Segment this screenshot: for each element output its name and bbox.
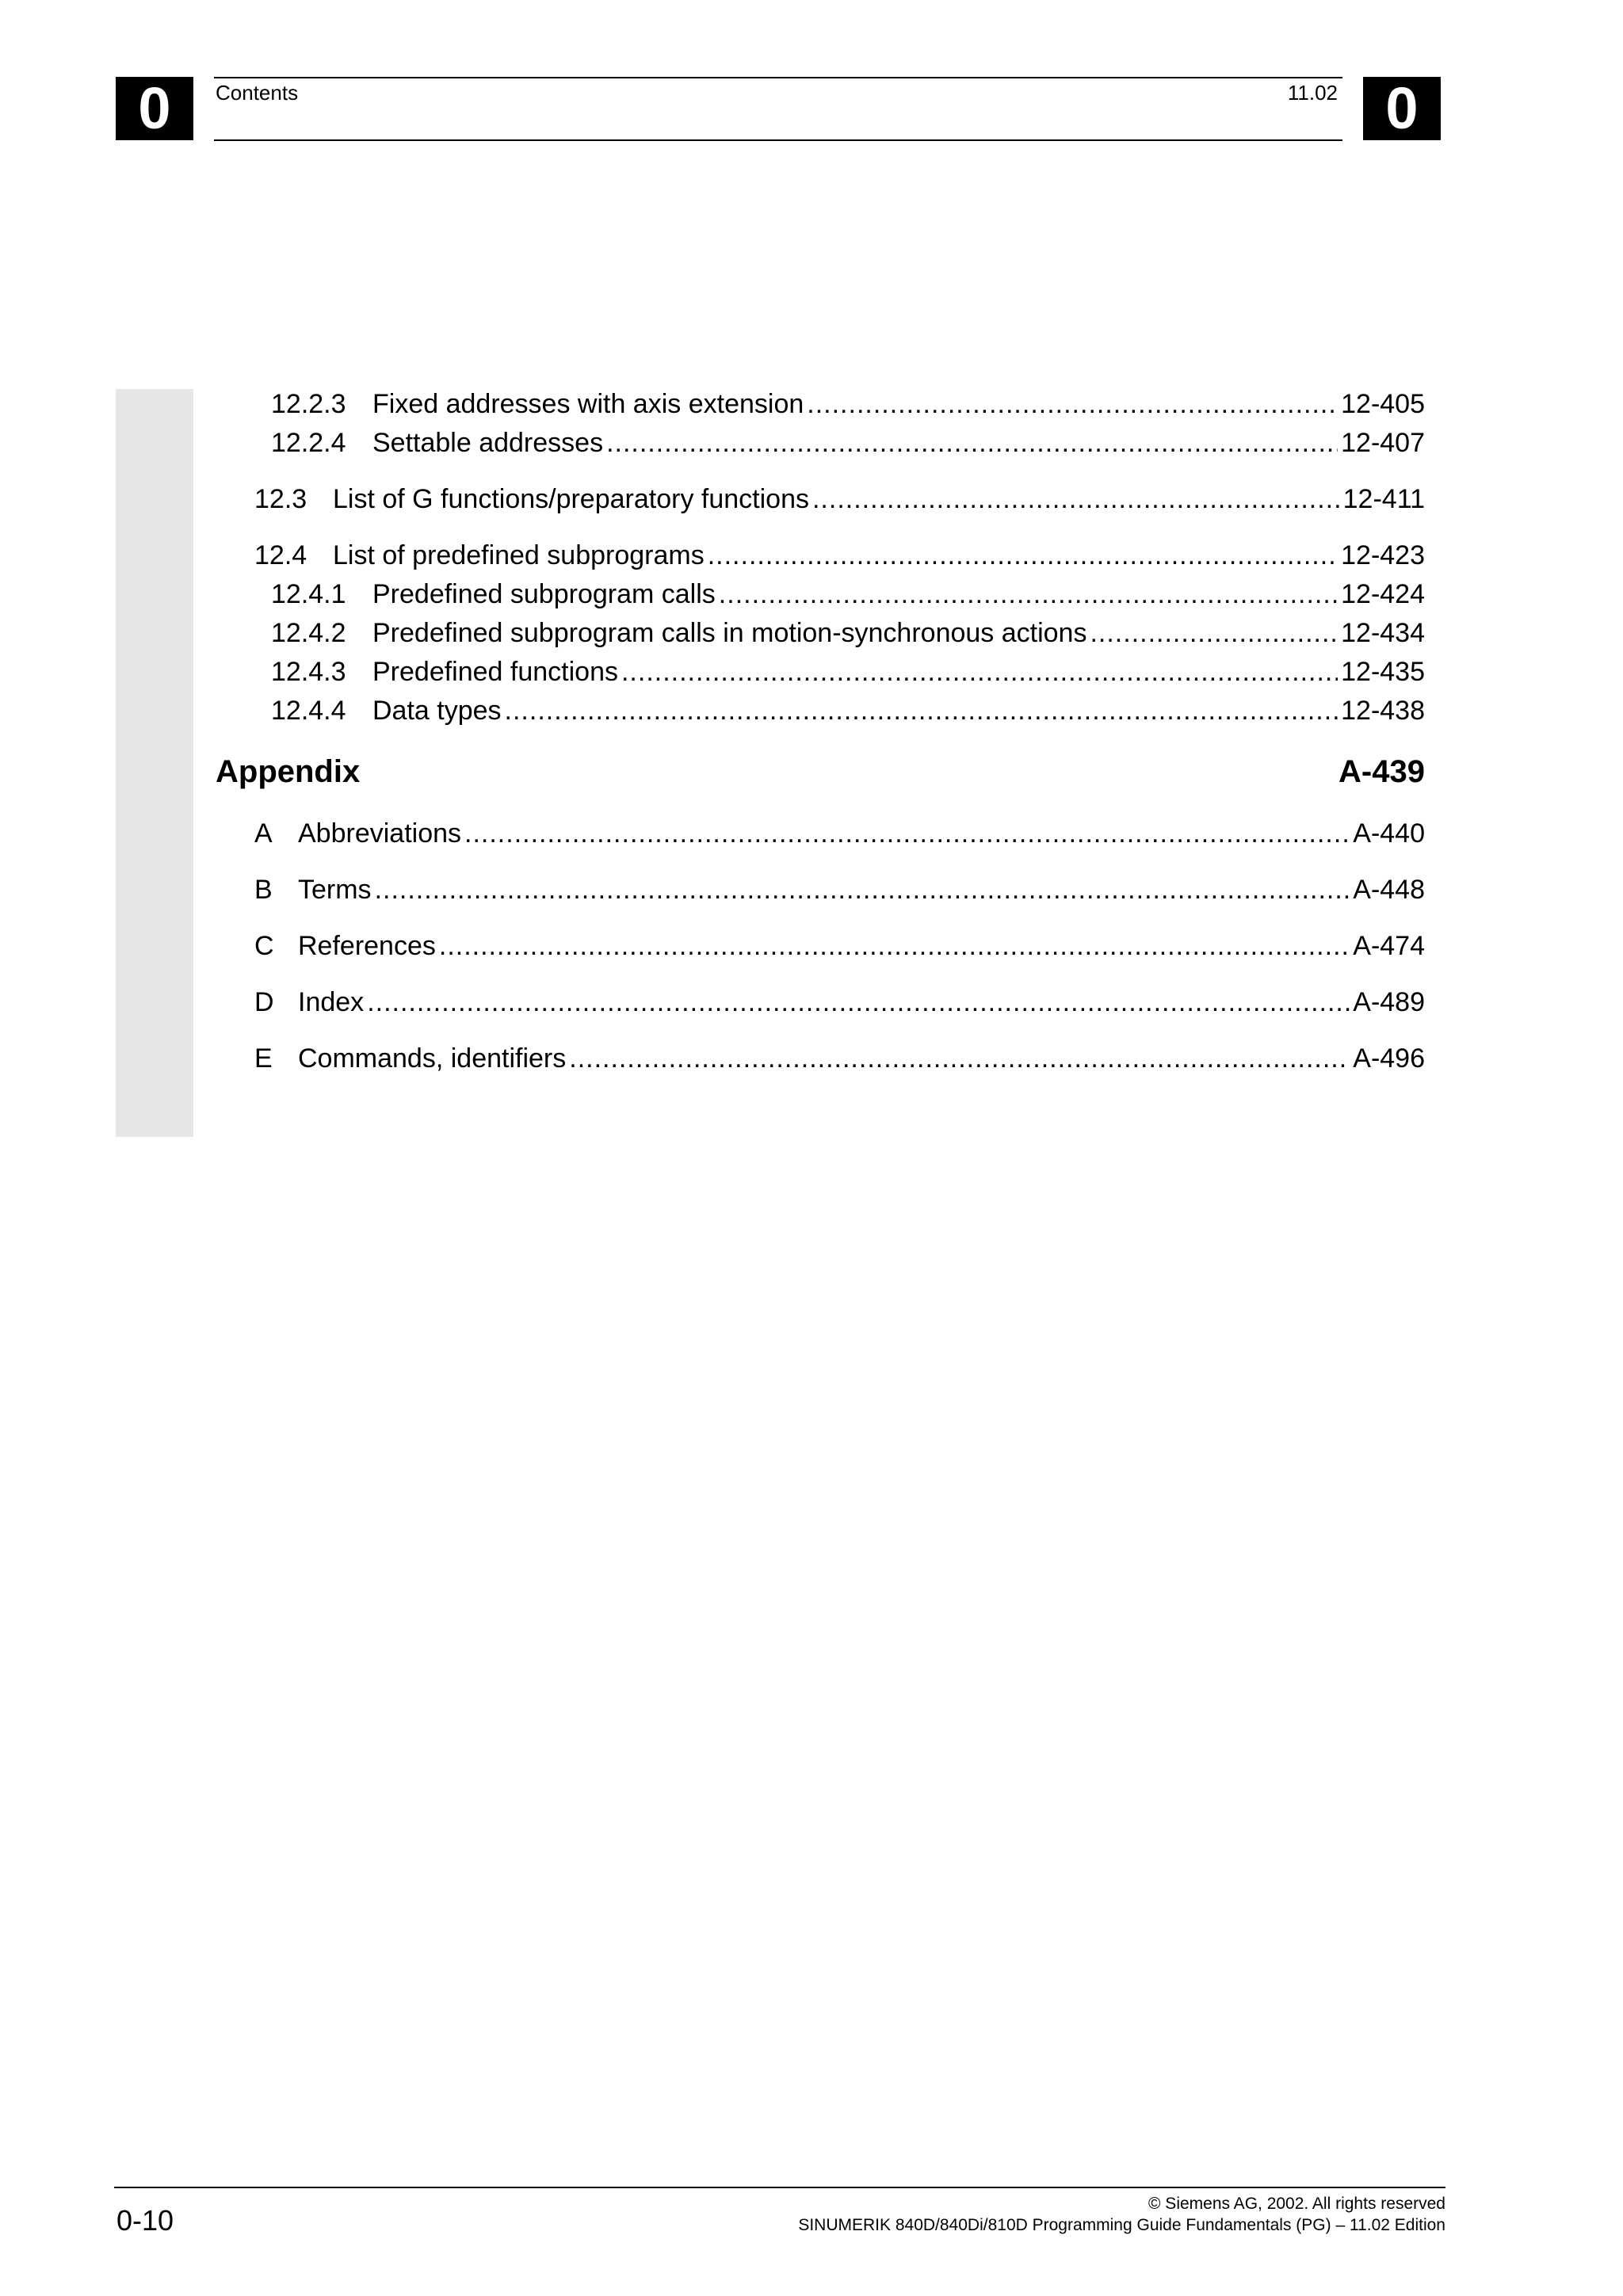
header-rule-bottom — [214, 139, 1342, 141]
toc-entry[interactable] — [271, 388, 1425, 420]
toc-entry-page: 12-405 — [1341, 389, 1425, 419]
toc-entry-number: 12.4.4 — [271, 696, 346, 726]
toc-dot-leader — [719, 578, 1338, 610]
toc-entry[interactable] — [254, 483, 1425, 515]
toc-entry-title: Predefined subprogram calls — [372, 579, 716, 609]
toc-entry-number: 12.4.3 — [271, 657, 346, 687]
toc-entry-title: Predefined functions — [372, 657, 618, 687]
footer-rule — [114, 2187, 1445, 2188]
toc-entry-number: 12.4.1 — [271, 579, 346, 609]
toc-entry-number: 12.2.4 — [271, 428, 346, 458]
toc-entry-page: 12-411 — [1342, 484, 1425, 514]
toc-dot-leader — [375, 874, 1350, 906]
toc-entry-number: 12.4.2 — [271, 618, 346, 648]
appendix-entry[interactable] — [254, 874, 1425, 906]
appendix-entry-title: References — [298, 931, 436, 961]
chapter-number-box-right: 0 — [1363, 77, 1441, 140]
appendix-entry-letter: B — [254, 875, 273, 905]
header-rule-top — [214, 77, 1342, 78]
header-edition: 11.02 — [1287, 81, 1338, 105]
toc-dot-leader — [708, 540, 1338, 571]
toc-entry-number: 12.4 — [254, 540, 307, 570]
toc-dot-leader — [621, 656, 1338, 688]
toc-dot-leader — [569, 1043, 1350, 1074]
footer-page-number: 0-10 — [116, 2204, 174, 2237]
appendix-entry[interactable] — [254, 818, 1425, 849]
toc-entry[interactable] — [271, 578, 1425, 610]
toc-entry-title: Predefined subprogram calls in motion-synchronous actions — [372, 618, 1087, 648]
toc-entry-title: Fixed addresses with axis extension — [372, 389, 804, 419]
toc-entry[interactable] — [271, 695, 1425, 727]
appendix-entry-page: A-448 — [1353, 875, 1425, 905]
appendix-heading[interactable] — [216, 753, 1425, 791]
toc-entry-page: 12-424 — [1341, 579, 1425, 609]
appendix-entry[interactable] — [254, 930, 1425, 962]
toc-entry-page: 12-423 — [1341, 540, 1425, 570]
appendix-entry-title: Abbreviations — [298, 818, 462, 849]
toc-entry-title: List of predefined subprograms — [333, 540, 705, 570]
appendix-entry-page: A-440 — [1353, 818, 1425, 849]
toc-entry-title: List of G functions/preparatory functions — [333, 484, 809, 514]
footer-copyright: © Siemens AG, 2002. All rights reserved — [1148, 2195, 1445, 2213]
toc-entry-page: 12-438 — [1341, 696, 1425, 726]
toc-dot-leader — [367, 986, 1350, 1018]
margin-sidebar-bar — [116, 389, 193, 1137]
toc-dot-leader — [807, 388, 1338, 420]
toc-entry-number: 12.3 — [254, 484, 307, 514]
appendix-entry-letter: E — [254, 1043, 273, 1074]
toc-dot-leader — [1090, 617, 1338, 649]
toc-entry-page: 12-435 — [1341, 657, 1425, 687]
toc-entry[interactable] — [271, 656, 1425, 688]
header-section-title: Contents — [216, 81, 299, 105]
appendix-entry-letter: D — [254, 987, 274, 1017]
appendix-entry-page: A-489 — [1353, 987, 1425, 1017]
footer-document-title: SINUMERIK 840D/840Di/810D Programming Guide Fundamentals (PG) – 11.02 Edition — [798, 2216, 1445, 2234]
appendix-entry-letter: A — [254, 818, 273, 849]
toc-entry-number: 12.2.3 — [271, 389, 346, 419]
appendix-entry-title: Index — [298, 987, 365, 1017]
toc-dot-leader — [464, 818, 1350, 849]
toc-entry-title: Data types — [372, 696, 502, 726]
toc-entry[interactable] — [271, 617, 1425, 649]
toc-dot-leader — [812, 483, 1340, 515]
toc-dot-leader — [439, 930, 1350, 962]
toc-dot-leader — [606, 427, 1338, 459]
toc-entry-page: 12-434 — [1341, 618, 1425, 648]
toc-entry[interactable] — [271, 427, 1425, 459]
appendix-entry-letter: C — [254, 931, 274, 961]
appendix-entry-title: Commands, identifiers — [298, 1043, 567, 1074]
appendix-heading-page: A-439 — [1338, 754, 1425, 789]
chapter-number-box-left: 0 — [116, 77, 193, 140]
toc-entry[interactable] — [254, 540, 1425, 571]
appendix-entry-title: Terms — [298, 875, 372, 905]
appendix-entry-page: A-496 — [1353, 1043, 1425, 1074]
toc-dot-leader — [505, 695, 1338, 727]
toc-entry-title: Settable addresses — [372, 428, 604, 458]
appendix-entry[interactable] — [254, 1043, 1425, 1074]
appendix-entry-page: A-474 — [1353, 931, 1425, 961]
toc-entry-page: 12-407 — [1341, 428, 1425, 458]
appendix-heading-title: Appendix — [216, 754, 361, 789]
appendix-entry[interactable] — [254, 986, 1425, 1018]
